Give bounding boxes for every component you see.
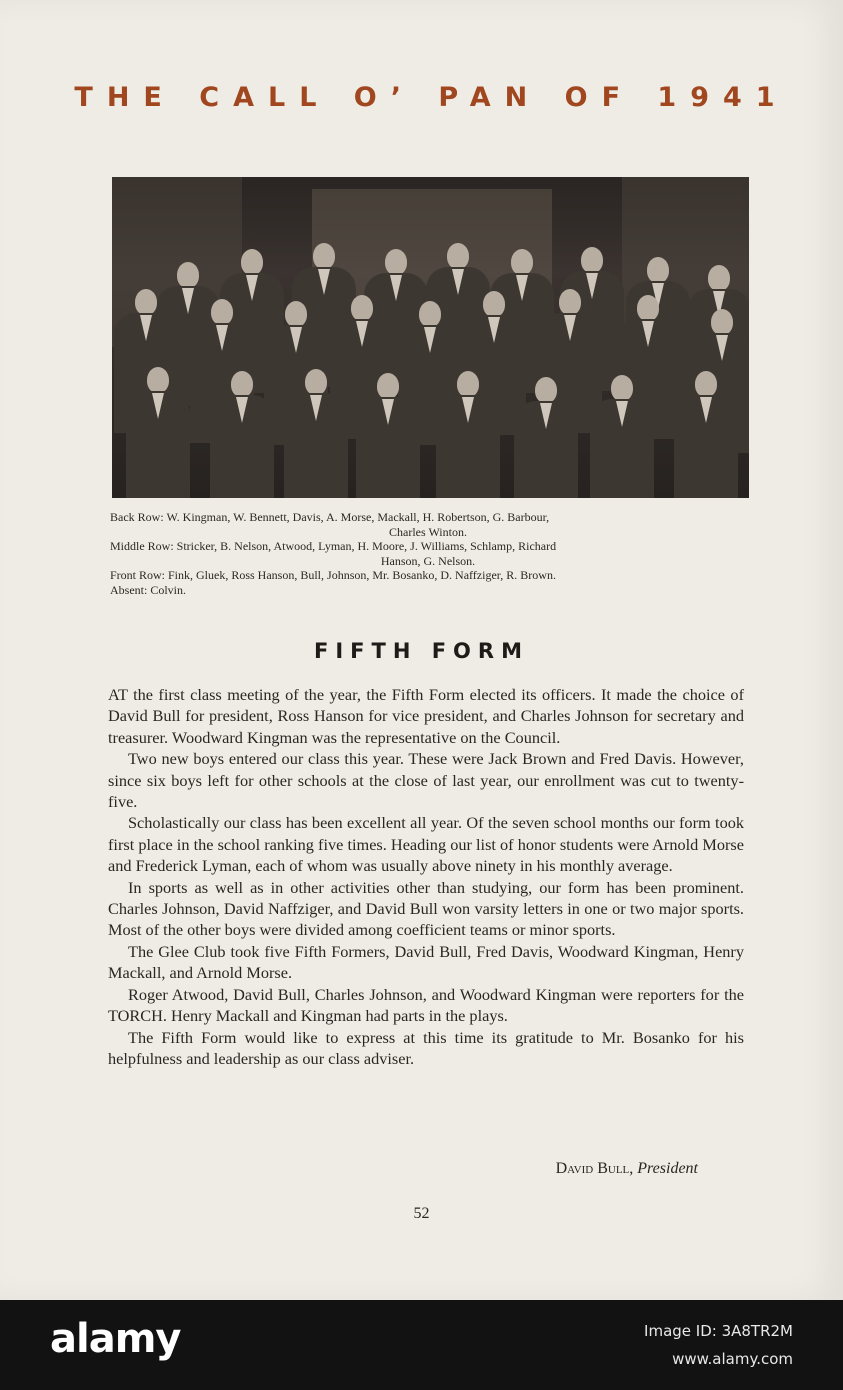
signature — [108, 1160, 698, 1178]
caption-middle-row-continued: Hanson, G. Nelson. — [380, 553, 476, 568]
section-title: FIFTH FORM — [314, 639, 529, 663]
paragraph: The Fifth Form would like to express at this time its gratitude to Mr. Bosanko for his helpfulness and leadership as our class adviser. — [108, 1027, 744, 1068]
signature-role: President — [637, 1160, 698, 1177]
student-figure — [514, 377, 578, 498]
caption-front-row: Front Row: Fink, Gluek, Ross Hanson, Bull, Johnson, Mr. Bosanko, D. Naffziger, R. Brown. — [110, 568, 556, 582]
paragraph: AT the first class meeting of the year, the Fifth Form elected its officers. It made the choice of David Bull for president, Ross Hanson for vice president, and Charles Johnson for secretary and treasurer. Woodward Kingman was the representative on the Council. — [108, 685, 744, 747]
caption-back-row-continued: Charles Winton. — [389, 524, 467, 539]
image-id-label: Image ID: 3A8TR2M — [644, 1322, 793, 1340]
paragraph: Roger Atwood, David Bull, Charles Johnson, and Woodward Kingman were reporters for the TORCH. Henry Mackall and Kingman had parts in the plays. — [108, 984, 744, 1026]
caption-back-row: Back Row: W. Kingman, W. Bennett, Davis, A. Morse, Mackall, H. Robertson, G. Barbour, — [110, 510, 550, 524]
signature-name: David Bull, — [555, 1160, 634, 1177]
student-figure — [284, 369, 348, 498]
student-figure — [590, 375, 654, 498]
paragraph: Two new boys entered our class this year. These were Jack Brown and Fred Davis. However, since six boys left for other schools at the close of last year, our enrollment was cut to twenty-five. — [108, 749, 744, 812]
page-number: 52 — [413, 1205, 430, 1222]
student-figure — [126, 367, 190, 498]
caption-absent: Absent: Colvin. — [110, 582, 187, 597]
paragraph: In sports as well as in other activities other than studying, our form has been prominent. Charles Johnson, David Naffziger, and David Bull won varsity letters in one or two major sports. Most of the other boys were divided among coefficient teams or minor sports. — [108, 877, 744, 940]
yearbook-header-title: THE CALL O’ PAN OF 1941 — [74, 82, 789, 113]
student-figure — [210, 371, 274, 498]
article-body — [108, 684, 744, 1069]
watermark-url: www.alamy.com — [672, 1350, 793, 1368]
photo-caption — [110, 510, 746, 597]
class-photo — [112, 177, 749, 498]
caption-middle-row: Middle Row: Stricker, B. Nelson, Atwood, Lyman, H. Moore, J. Williams, Schlamp, Richard — [110, 539, 557, 553]
alamy-logo: alamy — [50, 1316, 181, 1362]
student-figure — [356, 373, 420, 498]
paragraph: The Glee Club took five Fifth Formers, David Bull, Fred Davis, Woodward Kingman, Henry Mackall, and Arnold Morse. — [108, 941, 744, 983]
student-figure — [436, 371, 500, 498]
student-figure — [674, 371, 738, 498]
paragraph: Scholastically our class has been excellent all year. Of the seven school months our form took first place in the school ranking five times. Heading our list of honor students were Arnold Morse and Frederick Lyman, each of whom was usually above ninety in his monthly average. — [108, 813, 744, 876]
